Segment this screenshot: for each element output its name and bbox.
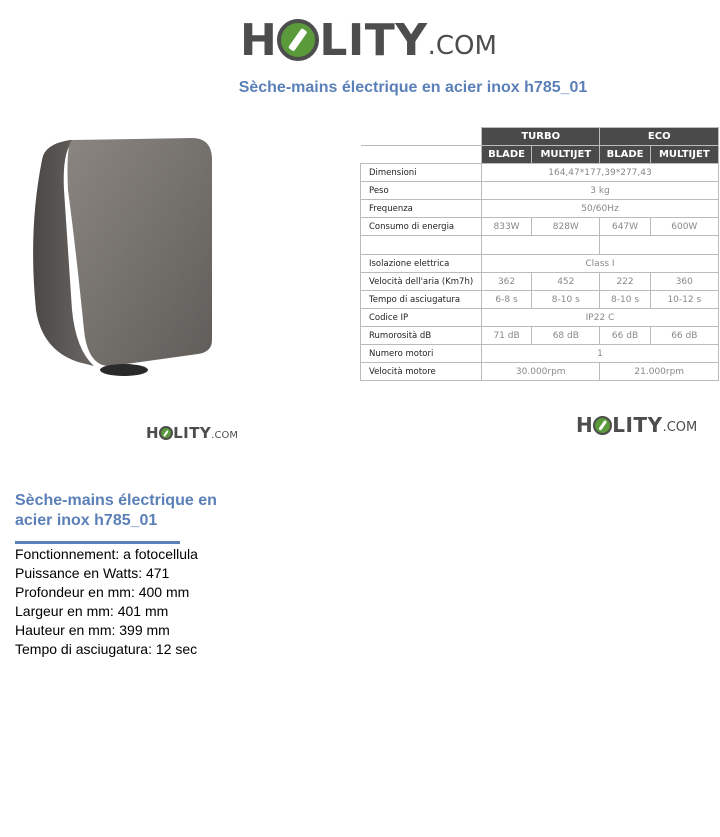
detail-line: Largeur en mm: 401 mm: [15, 603, 169, 619]
row-value: 68 dB: [532, 327, 600, 345]
row-value: Class I: [482, 255, 719, 273]
row-label: Consumo di energia: [361, 218, 482, 236]
table-row: [361, 255, 719, 273]
logo-o-icon: [159, 426, 173, 440]
detail-line: Hauteur en mm: 399 mm: [15, 622, 170, 638]
table-row: [361, 273, 719, 291]
row-value: 30.000rpm: [482, 363, 600, 381]
row-value: 8-10 s: [532, 291, 600, 309]
row-value: 1: [482, 345, 719, 363]
row-label: Tempo di asciugatura: [361, 291, 482, 309]
dryer-front: [68, 138, 213, 366]
mode-blade: BLADE: [600, 146, 650, 164]
table-row: [361, 363, 719, 381]
row-label: Velocità motore: [361, 363, 482, 381]
logo-text-h: H: [146, 424, 160, 442]
row-value: IP22 C: [482, 309, 719, 327]
row-label: Velocità dell'aria (Km7h): [361, 273, 482, 291]
row-value: 600W: [650, 218, 718, 236]
brand-logo-small: [146, 423, 238, 443]
mode-multijet: MULTIJET: [650, 146, 718, 164]
row-value: 10-12 s: [650, 291, 718, 309]
row-label: Isolazione elettrica: [361, 255, 482, 273]
row-value: 222: [600, 273, 650, 291]
table-row: [361, 309, 719, 327]
row-label: Codice IP: [361, 309, 482, 327]
row-value: 362: [482, 273, 532, 291]
dryer-outlet: [100, 364, 148, 376]
row-value: 360: [650, 273, 718, 291]
logo-o-icon: [593, 416, 612, 435]
logo-domain: .COM: [427, 31, 497, 61]
logo-text-lity: LITY: [173, 424, 212, 442]
logo-text-h: H: [576, 413, 594, 437]
row-value: 3 kg: [482, 182, 719, 200]
table-row: [361, 327, 719, 345]
row-label: Frequenza: [361, 200, 482, 218]
table-row-empty: [361, 236, 719, 255]
row-value: 452: [532, 273, 600, 291]
table-row: [361, 200, 719, 218]
row-value: 833W: [482, 218, 532, 236]
row-label: Peso: [361, 182, 482, 200]
logo-text-h: H: [240, 14, 278, 66]
page-title: Sèche-mains électrique en acier inox h785_01: [238, 79, 588, 96]
table-row: [361, 164, 719, 182]
logo-text-lity: LITY: [612, 413, 663, 437]
group-turbo: TURBO: [482, 128, 600, 146]
detail-line: Fonctionnement: a fotocellula: [15, 546, 198, 562]
row-value: 828W: [532, 218, 600, 236]
table-row: [361, 182, 719, 200]
row-label: Dimensioni: [361, 164, 482, 182]
group-eco: ECO: [600, 128, 719, 146]
product-image: [22, 130, 222, 382]
mode-multijet: MULTIJET: [532, 146, 600, 164]
product-details: [15, 545, 198, 659]
logo-domain: .COM: [662, 420, 698, 435]
logo-text-lity: LITY: [319, 14, 428, 66]
table-row: [361, 345, 719, 363]
row-value: 66 dB: [600, 327, 650, 345]
row-value: 647W: [600, 218, 650, 236]
row-label: Numero motori: [361, 345, 482, 363]
table-row: [361, 218, 719, 236]
row-value: 71 dB: [482, 327, 532, 345]
row-value: 8-10 s: [600, 291, 650, 309]
row-value: 6-8 s: [482, 291, 532, 309]
row-value: 164,47*177,39*277,43: [482, 164, 719, 182]
table-header-modes: [361, 146, 719, 164]
brand-logo-small: [576, 412, 697, 438]
detail-line: Puissance en Watts: 471: [15, 565, 170, 581]
mode-blade: BLADE: [482, 146, 532, 164]
spec-table: [360, 127, 719, 381]
table-row: [361, 291, 719, 309]
row-value: 50/60Hz: [482, 200, 719, 218]
section-title: Sèche-mains électrique en acier inox h785_01: [15, 492, 217, 529]
row-value: 66 dB: [650, 327, 718, 345]
row-label: Rumorosità dB: [361, 327, 482, 345]
row-value: 21.000rpm: [600, 363, 719, 381]
detail-line: Tempo di asciugatura: 12 sec: [15, 641, 198, 657]
title-divider: [15, 541, 180, 544]
brand-logo: [240, 14, 497, 66]
logo-domain: .COM: [211, 429, 238, 441]
detail-line: Profondeur en mm: 400 mm: [15, 584, 190, 600]
logo-o-icon: [277, 19, 319, 61]
table-header-groups: [361, 128, 719, 146]
